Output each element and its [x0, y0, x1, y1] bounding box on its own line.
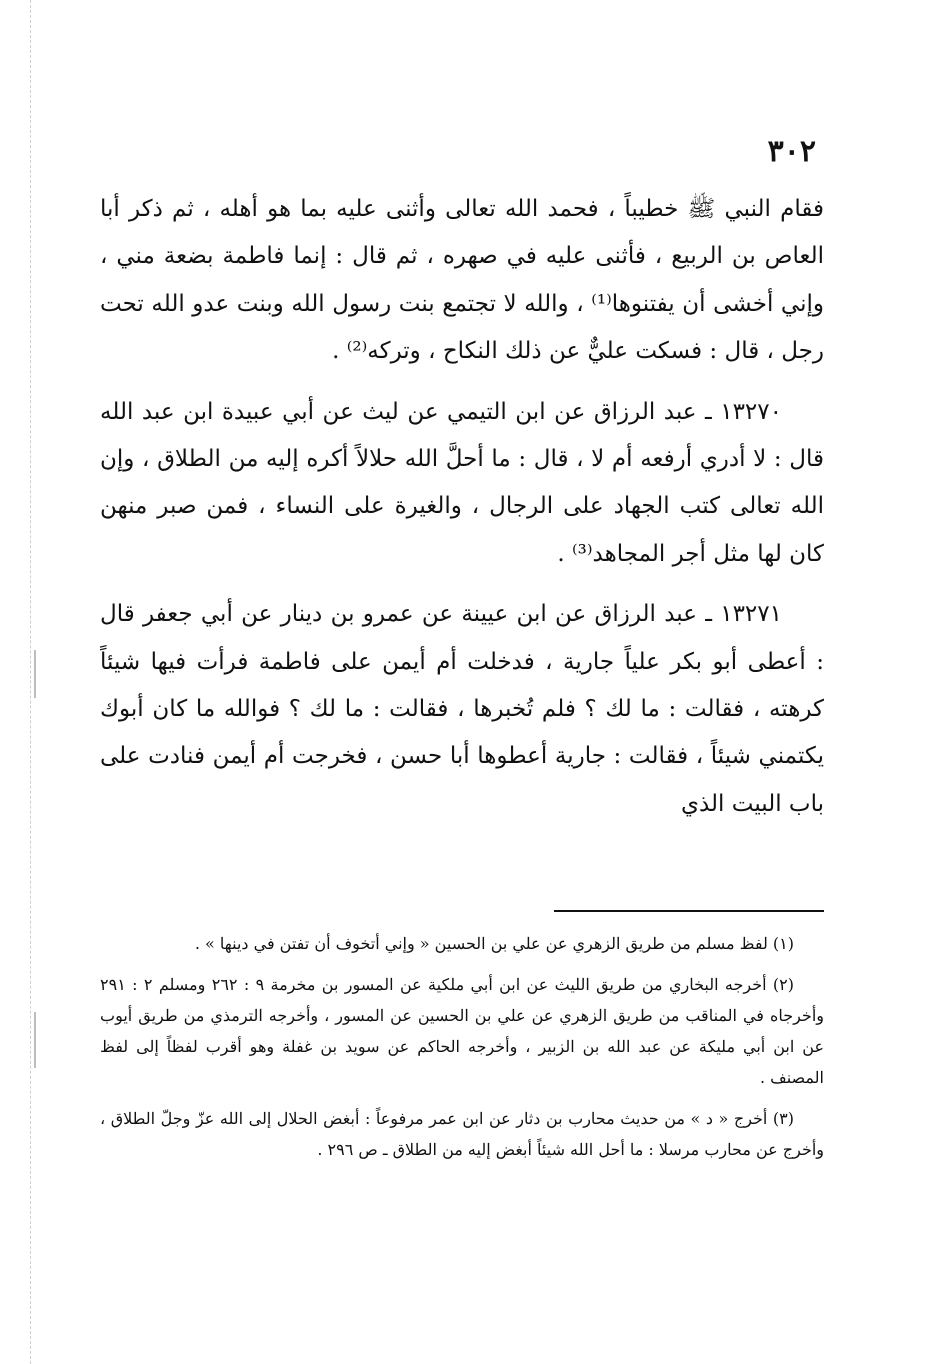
footnotes [100, 928, 824, 1165]
main-text [100, 186, 824, 828]
page-edge-line [30, 0, 31, 1364]
footnote-separator [554, 910, 824, 912]
footnote-2: (٢) أخرجه البخاري من طريق الليث عن ابن أبي ملكية عن المسور بن مخرمة ٩ : ٢٦٢ ومسلم ٢ : ٢٩١ وأخرجاه في المناقب من طريق الزهري عن علي بن الحسين عن المسور ، وأخرجه الترمذي من طريق أيوب عن ابن أبي مليكة عن عبد الله بن الزبير ، وأخرجه الحاكم عن سويد بن غفلة وهو أقرب لفظاً إلى لفظ المصنف . [100, 975, 824, 1087]
footnote-3: (٣) أخرج « د » من حديث محارب بن دثار عن ابن عمر مرفوعاً : أبغض الحلال إلى الله عزّ وجلّ الطلاق ، وأخرج عن محارب مرسلا : ما أحل الله شيئاً أبغض إليه من الطلاق ـ ص ٢٩٦ . [100, 1109, 824, 1159]
paragraph-hadith-13270: ١٣٢٧٠ ـ عبد الرزاق عن ابن التيمي عن ليث عن أبي عبيدة ابن عبد الله قال : لا أدري أرفعه أم لا ، قال : ما أحلَّ الله حلالاً أكره إليه من الطلاق ، وإن الله تعالى كتب الجهاد على الرجال ، والغيرة على النساء ، فمن صبر منهن كان لها مثل أجر المجاهد⁽³⁾ . [100, 398, 824, 567]
paragraph-hadith-13271: ١٣٢٧١ ـ عبد الرزاق عن ابن عيينة عن عمرو بن دينار عن أبي جعفر قال : أعطى أبو بكر علياً جارية ، فدخلت أم أيمن على فاطمة فرأت فيها شيئاً كرهته ، فقالت : ما لك ؟ فلم تُخبرها ، فقالت : ما لك ؟ فوالله ما كان أبوك يكتمني شيئاً ، فقالت : جارية أعطوها أبا حسن ، فخرجت أم أيمن فنادت على باب البيت الذي [100, 601, 824, 817]
page-edge-mark [34, 1012, 36, 1068]
paragraph-continuation: فقام النبي ﷺ خطيباً ، فحمد الله تعالى وأثنى عليه بما هو أهله ، ثم ذكر أبا العاص بن الربيع ، فأثنى عليه في صهره ، ثم قال : إنما فاطمة بضعة مني ، وإني أخشى أن يفتنوها⁽¹⁾ ، والله لا تجتمع بنت رسول الله وبنت عدو الله تحت رجل ، قال : فسكت عليٌّ عن ذلك النكاح ، وتركه⁽²⁾ . [100, 196, 824, 365]
page-edge-mark [34, 650, 36, 698]
page-number: ٣٠٢ [767, 134, 816, 169]
footnote-1: (١) لفظ مسلم من طريق الزهري عن علي بن الحسين « وإني أتخوف أن تفتن في دينها » . [194, 934, 794, 953]
